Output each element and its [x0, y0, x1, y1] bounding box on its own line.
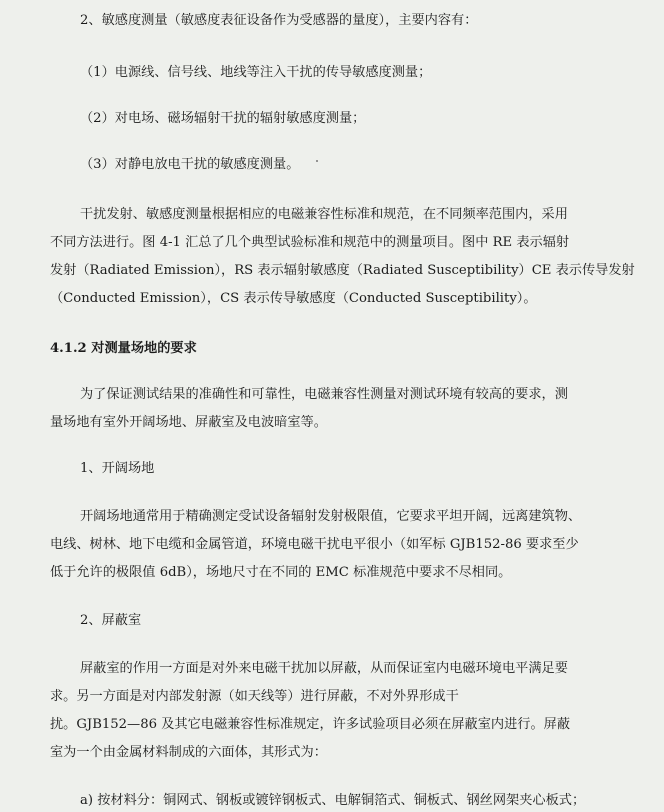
para3-line-2: 电线、树林、地下电缆和金属管道，环境电磁干扰电平很小（如军标 GJB152-86 要求至少	[50, 537, 579, 552]
sub-item-2: （2）对电场、磁场辐射干扰的辐射敏感度测量；	[80, 111, 366, 126]
para3-line-1: 开阔场地通常用于精确测定受试设备辐射发射极限值，它要求平坦开阔，远离建筑物、	[80, 509, 582, 524]
para1-line-2: 不同方法进行。图 4-1 汇总了几个典型试验标准和规范中的测量项目。图中 RE 表示辐射	[50, 235, 570, 250]
item-material: a) 按材料分：铜网式、钢板或镀锌钢板式、电解铜箔式、铜板式、钢丝网架夹心板式；	[80, 793, 586, 808]
sub-item-3: （3）对静电放电干扰的敏感度测量。	[80, 157, 300, 172]
para1-line-3: 发射（Radiated Emission），RS 表示辐射敏感度（Radiated Susceptibility）CE 表示传导发射	[50, 263, 635, 278]
para3-line-3: 低于允许的极限值 6dB），场地尺寸在不同的 EMC 标准规范中要求不尽相同。	[50, 565, 512, 580]
item-shielded-room: 2、屏蔽室	[80, 613, 142, 628]
para4-line-3: 扰。GJB152—86 及其它电磁兼容性标准规定，许多试验项目必须在屏蔽室内进行。屏蔽	[50, 717, 571, 732]
section-heading: 4.1.2 对测量场地的要求	[50, 341, 197, 356]
para2-line-2: 量场地有室外开阔场地、屏蔽室及电波暗室等。	[50, 415, 327, 430]
para2-line-1: 为了保证测试结果的准确性和可靠性，电磁兼容性测量对测试环境有较高的要求，测	[80, 387, 568, 402]
sub-item-1: （1）电源线、信号线、地线等注入干扰的传导敏感度测量；	[80, 65, 432, 80]
para1-line-1: 干扰发射、敏感度测量根据相应的电磁兼容性标准和规范，在不同频率范围内，采用	[80, 207, 568, 222]
para4-line-1: 屏蔽室的作用一方面是对外来电磁干扰加以屏蔽，从而保证室内电磁环境电平满足要	[80, 661, 568, 676]
item-open-site: 1、开阔场地	[80, 461, 155, 476]
item-sensitivity: 2、敏感度测量（敏感度表征设备作为受感器的量度），主要内容有：	[80, 13, 478, 28]
para1-line-4: （Conducted Emission），CS 表示传导敏感度（Conducted Susceptibility）。	[50, 291, 537, 306]
para4-line-2: 求。另一方面是对内部发射源（如天线等）进行屏蔽，不对外界形成干	[50, 689, 459, 704]
scan-speck	[316, 160, 318, 162]
para4-line-4: 室为一个由金属材料制成的六面体，其形式为：	[50, 745, 327, 760]
